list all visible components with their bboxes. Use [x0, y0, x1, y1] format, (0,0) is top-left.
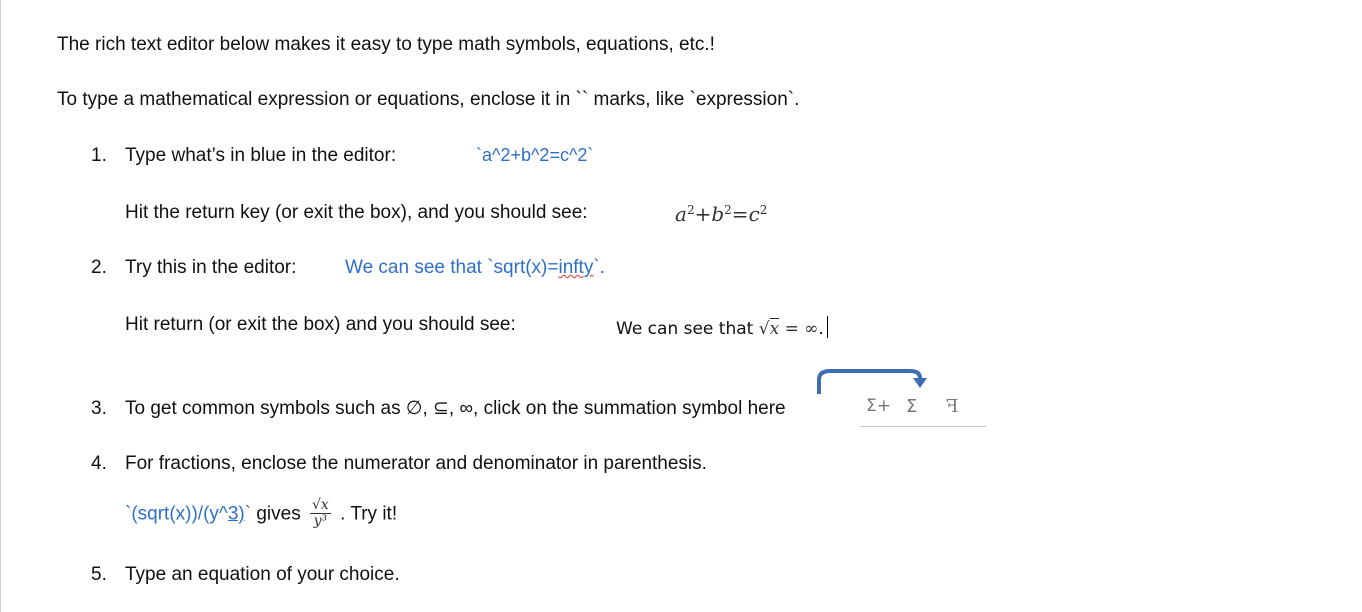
step-2-result-label: Hit return (or exit the box) and you should see:: [125, 314, 516, 335]
equation-toolbar: [860, 392, 986, 427]
step-1-text: Type what’s in blue in the editor:: [125, 145, 397, 166]
step-1-code: `a^2+b^2=c^2`: [476, 145, 594, 165]
intro-text: The rich text editor below makes it easy to type math symbols, equations, etc.!: [57, 34, 715, 55]
fraction-example: $\frac{√x}{\text{y³}}$: [312, 497, 329, 530]
step-2-number: 2.: [91, 257, 107, 278]
step-5-number: 5.: [91, 564, 107, 585]
step-4-number: 4.: [91, 453, 107, 474]
step-4-example: `(sqrt(x))/(y^3)` gives $\frac{√x}{\text{y³}}$ . Try it!: [125, 497, 398, 530]
enclose-instructions: To type a mathematical expression or equations, enclose it in `` marks, like `expression`.: [57, 89, 800, 110]
step-1-result-math: $a^2+b^2=c^2$: [675, 202, 768, 226]
step-3-number: 3.: [91, 398, 107, 419]
step-2-result: We can see that √x = ∞.: [616, 316, 828, 338]
step-3-text: To get common symbols such as ∅, ⊆, ∞, click on the summation symbol here: [125, 398, 786, 419]
step-2-text: Try this in the editor:: [125, 257, 297, 278]
step-1-result-label: Hit the return key (or exit the box), and you should see:: [125, 202, 588, 223]
step-4-text: For fractions, enclose the numerator and denominator in parenthesis.: [125, 453, 707, 474]
step-1-number: 1.: [91, 145, 107, 166]
summation-icon[interactable]: Σ: [906, 396, 918, 417]
handwriting-icon[interactable]: ꟻ: [946, 396, 959, 417]
text-cursor: [827, 316, 828, 338]
page-left-border: [0, 0, 1, 612]
summation-dropdown-icon[interactable]: Σ+: [866, 396, 891, 416]
step-2-code: We can see that `sqrt(x)=infty`.: [345, 257, 605, 278]
step-5-text: Type an equation of your choice.: [125, 564, 400, 585]
